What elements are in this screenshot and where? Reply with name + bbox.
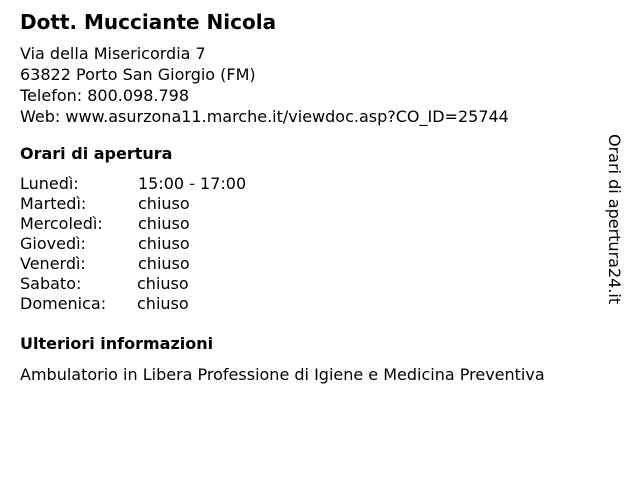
hours-row-monday xyxy=(20,174,246,194)
web-link[interactable]: www.asurzona11.marche.it/viewdoc.asp?CO_ID=25744 xyxy=(65,107,509,126)
hours-value: chiuso xyxy=(138,234,190,253)
street-address: Via della Misericordia 7 xyxy=(20,44,206,63)
page-title: Dott. Mucciante Nicola xyxy=(20,10,277,34)
hours-row-saturday xyxy=(20,274,246,294)
web-line xyxy=(20,106,509,127)
hours-value: 15:00 - 17:00 xyxy=(138,174,247,193)
hours-value: chiuso xyxy=(138,214,190,233)
hours-row-thursday xyxy=(20,234,246,254)
site-watermark: Orari di apertura24.it xyxy=(605,134,624,305)
hours-row-friday xyxy=(20,254,246,274)
day-label: Lunedì: xyxy=(20,174,79,193)
hours-value: chiuso xyxy=(137,274,189,293)
further-info-text: Ambulatorio in Libera Professione di Igiene e Medicina Preventiva xyxy=(20,365,545,384)
hours-value: chiuso xyxy=(138,194,190,213)
city-address: 63822 Porto San Giorgio (FM) xyxy=(20,65,256,84)
opening-hours-heading: Orari di apertura xyxy=(20,144,173,163)
day-label: Domenica: xyxy=(20,294,107,313)
hours-row-sunday xyxy=(20,294,246,314)
day-label: Sabato: xyxy=(20,274,82,293)
further-info-heading: Ulteriori informazioni xyxy=(20,334,214,353)
hours-value: chiuso xyxy=(137,294,189,313)
hours-row-tuesday xyxy=(20,194,246,214)
web-label: Web: xyxy=(20,107,61,126)
address-block xyxy=(20,43,509,127)
hours-value: chiuso xyxy=(138,254,190,273)
day-label: Martedì: xyxy=(20,194,87,213)
opening-hours-list xyxy=(20,174,246,314)
hours-row-wednesday xyxy=(20,214,246,234)
phone-label: Telefon: xyxy=(20,86,83,105)
day-label: Mercoledì: xyxy=(20,214,103,233)
phone-line xyxy=(20,85,509,106)
day-label: Venerdì: xyxy=(20,254,86,273)
phone-number: 800.098.798 xyxy=(87,86,190,105)
day-label: Giovedì: xyxy=(20,234,86,253)
